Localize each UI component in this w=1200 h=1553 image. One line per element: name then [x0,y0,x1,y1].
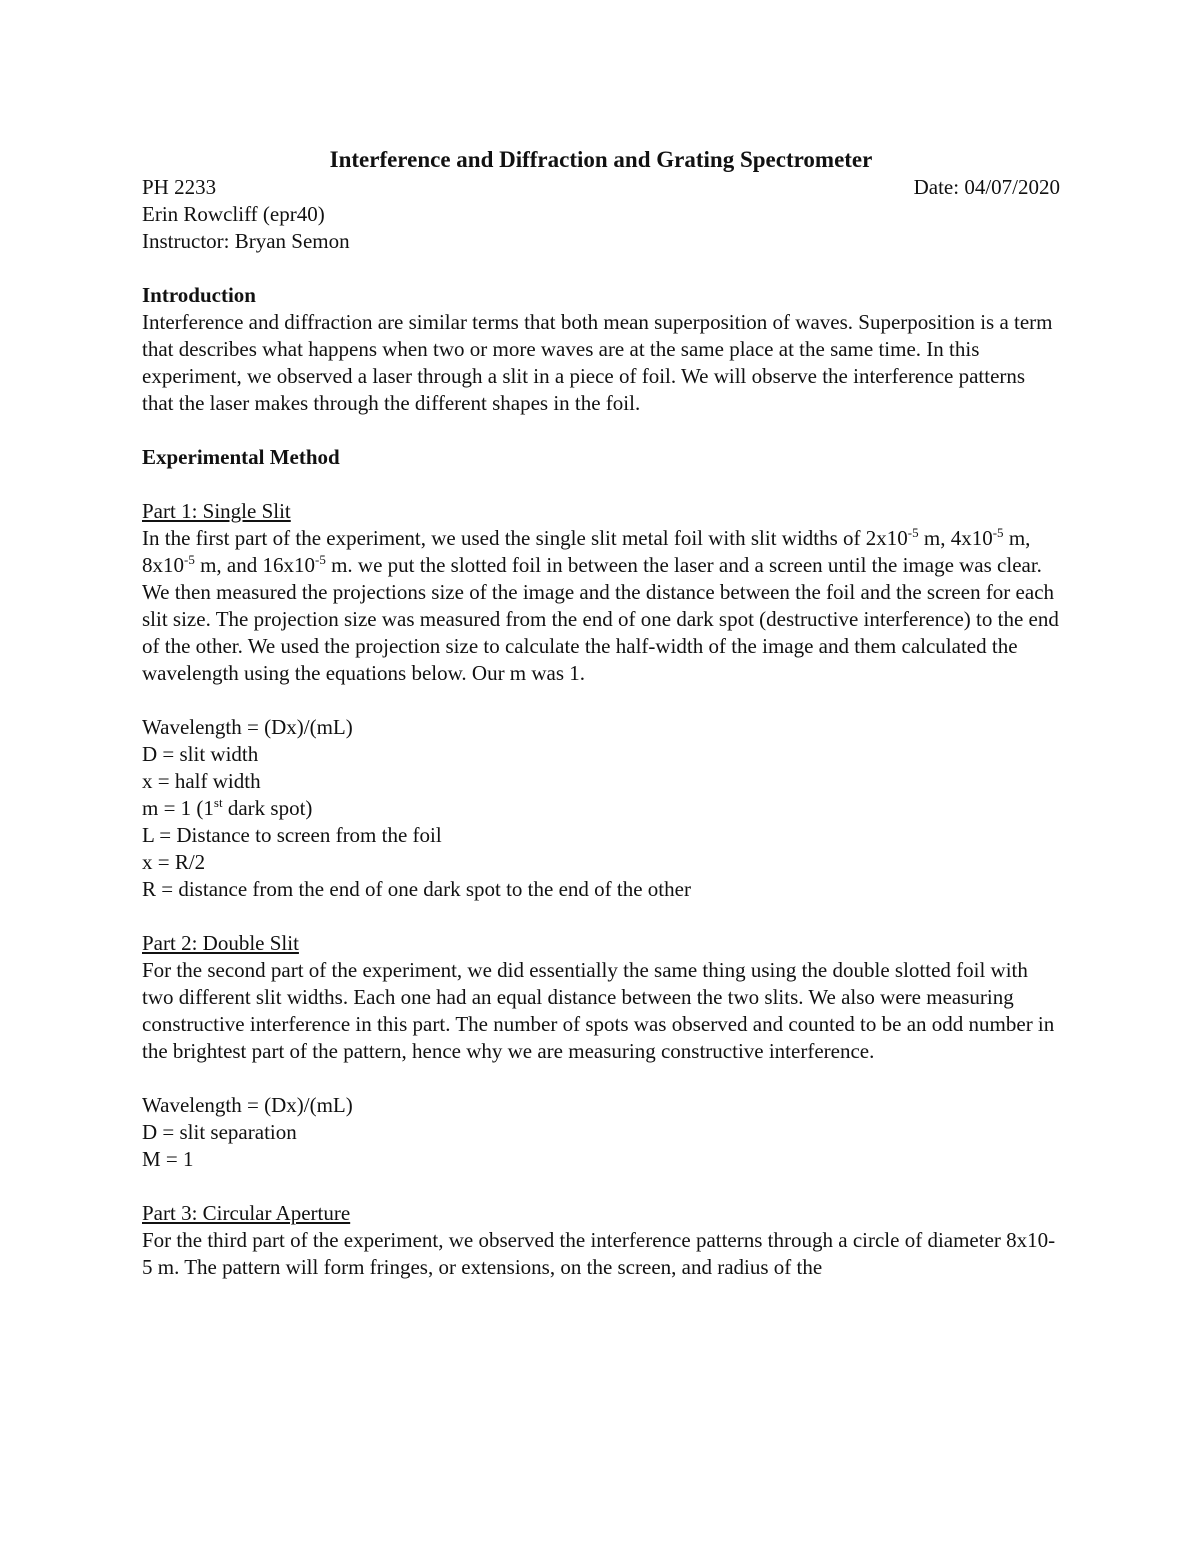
spacer [142,417,1060,444]
spacer [142,687,1060,714]
equation-r-definition: R = distance from the end of one dark spot to the end of the other [142,877,691,901]
method-heading: Experimental Method [142,445,340,469]
equation-x-definition: x = half width [142,769,261,793]
exponent: -5 [992,525,1004,540]
document-title: Interference and Diffraction and Grating Spectrometer [329,147,873,172]
part1-text-b: m, 4x10 [918,526,993,550]
part1-title: Part 1: Single Slit [142,499,291,523]
equation-m-definition [142,795,1060,822]
author-line: Erin Rowcliff (epr40) [142,202,325,226]
equation-wavelength: Wavelength = (Dx)/(mL) [142,715,353,739]
equation-d-definition: D = slit width [142,742,259,766]
ordinal-suffix: st [213,795,223,810]
part1-text-e: m. we put the slotted foil in between the laser and a screen until the image was clear. We then measured the projections size of the image and the distance between the foil and the screen for each slit size. The projection size was measured from the end of one dark spot (destructive interference) to the end of the other. We used the projection size to calculate the half-width of the image and them calculated the wavelength using the equations below. Our m was 1. [142,553,1059,685]
introduction-heading: Introduction [142,283,256,307]
equation-m-text-end: dark spot) [222,796,313,820]
exponent: -5 [184,552,195,567]
part1-text-d: m, and 16x10 [194,553,315,577]
instructor-line: Instructor: Bryan Semon [142,229,350,253]
part1-text-a: In the first part of the experiment, we used the single slit metal foil with slit widths of 2x10 [142,526,908,550]
spacer [142,255,1060,282]
part1-paragraph [142,525,1060,687]
part2-paragraph: For the second part of the experiment, we did essentially the same thing using the double slotted foil with two different slit widths. Each one had an equal distance between the two slits. We also were measuring constructive interference in this part. The number of spots was observed and counted to be an odd number in the brightest part of the pattern, hence why we are measuring constructive interference. [142,958,1055,1063]
introduction-paragraph: Interference and diffraction are similar terms that both mean superposition of waves. Superposition is a term that describes what happens when two or more waves are at the same place at the same time. In this experiment, we observed a laser through a slit in a piece of foil. We will observe the interference patterns that the laser makes through the different shapes in the foil. [142,310,1053,415]
part2-equation-d-definition: D = slit separation [142,1120,297,1144]
equation-m-text: m = 1 (1 [142,796,214,820]
spacer [142,903,1060,930]
part2-equation-m-definition: M = 1 [142,1147,194,1171]
header-row [142,174,1060,201]
report-date: Date: 04/07/2020 [913,175,1060,199]
exponent: -5 [907,525,919,540]
equation-l-definition: L = Distance to screen from the foil [142,823,442,847]
equation-x-r: x = R/2 [142,850,206,874]
part3-title: Part 3: Circular Aperture [142,1201,351,1225]
part2-equation-wavelength: Wavelength = (Dx)/(mL) [142,1093,353,1117]
part2-title: Part 2: Double Slit [142,931,299,955]
course-code: PH 2233 [142,175,217,199]
spacer [142,1173,1060,1200]
exponent: -5 [315,552,326,567]
spacer [142,1065,1060,1092]
part3-paragraph: For the third part of the experiment, we observed the interference patterns through a circle of diameter 8x10-5 m. The pattern will form fringes, or extensions, on the screen, and radius of the [142,1228,1056,1279]
document-page [142,146,1060,1281]
part1-text-c: m, 8x10 [142,526,1031,577]
spacer [142,471,1060,498]
